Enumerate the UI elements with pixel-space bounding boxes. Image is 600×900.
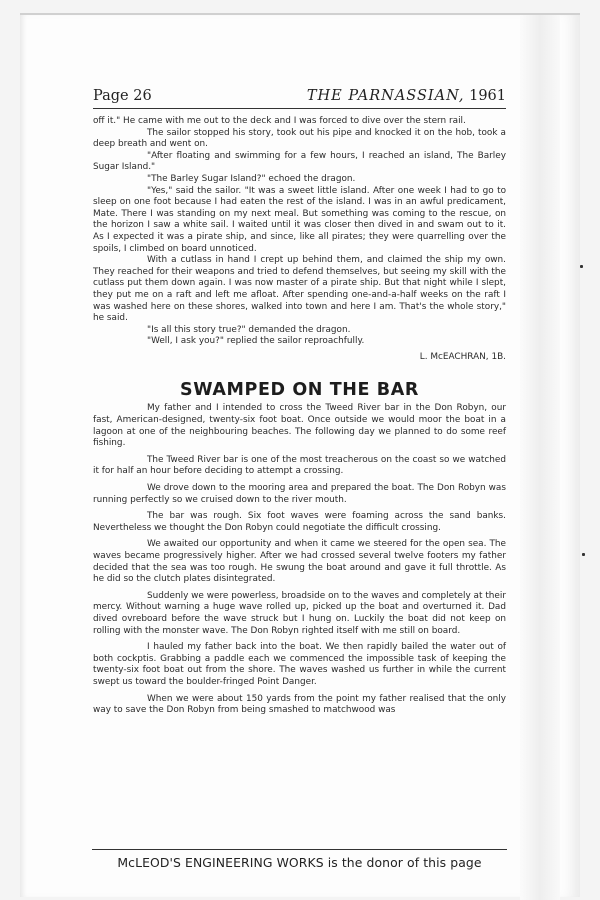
author-signature: L. McEACHRAN, 1B. [419, 351, 506, 362]
paragraph: My father and I intended to cross the Tweed River bar in the Don Robyn, our fast, American-designed, twenty-six foot boat. Once outside we would moor the boat in a lagoon at one of the neighbouring beaches. The following day we planned to do some reef fishing. [93, 403, 506, 449]
footer-divider [92, 849, 507, 850]
paragraph: We drove down to the mooring area and prepared the boat. The Don Robyn was running perfectly so we cruised down to the river mouth. [93, 483, 506, 505]
paragraph: With a cutlass in hand I crept up behind them, and claimed the ship my own. They reached for their weapons and tried to defend themselves, but seeing my skill with the cutlass put them down again. I was now master of a pirate ship. But that night while I slept, they put me on a raft and left me afloat. After spending one-and-a-half weeks on the raft I was washed here on these shores, walked into town and here I am. That's the whole story," he said. [93, 255, 506, 324]
scan-speck [580, 265, 583, 268]
paragraph: off it." He came with me out to the deck and I was forced to dive over the stern rail. [93, 116, 466, 126]
paragraph: When we were about 150 yards from the point my father realised that the only way to save the Don Robyn from being smashed to matchwood was [93, 693, 506, 716]
page-number: Page 26 [93, 88, 152, 104]
paragraph: Suddenly we were powerless, broadside on to the waves and completely at their mercy. Without warning a huge wave rolled up, picked up the boat and overturned it. Dad dived ovreboard before the wave struck but I hung on. Luckily the boat did not keep on rolling with the monster wave. The Don Robyn righted itself with me still on board. [93, 590, 506, 636]
paragraph: "Yes," said the sailor. "It was a sweet little island. After one week I had to go to sleep on one foot because I had eaten the rest of the island. I was in an awful predicament, Mate. There I was standing on my next meal. But something was coming to the rescue, on the horizon I saw a white sail. I waited until it was closer then dived in and swam out to it. As I expected it was a pirate ship, and since, like all pirates; they were quarrelling over the spoils, I climbed on board unnoticed. [93, 185, 506, 254]
paragraph: "After floating and swimming for a few hours, I reached an island, The Barley Sugar Island." [93, 150, 506, 173]
page-body [93, 116, 506, 717]
paragraph: The sailor stopped his story, took out his pipe and knocked it on the hob, took a deep breath and went on. [93, 127, 506, 150]
publication-title [307, 88, 506, 104]
scan-speck [582, 553, 585, 556]
donor-footer: McLEOD'S ENGINEERING WORKS is the donor of this page [117, 855, 482, 870]
paragraph: We awaited our opportunity and when it came we steered for the open sea. The waves became progressively higher. After we had crossed several twelve footers my father decided that the sea was too rough. He swung the boat around and gave it full throttle. As he did so the clutch plates disintegrated. [93, 539, 506, 585]
paragraph: I hauled my father back into the boat. We then rapidly bailed the water out of both cockptis. Grabbing a paddle each we commenced the impossible task of keeping the twenty-six foot boat out from the shore. The waves washed us further in while the current swept us toward the boulder-fringed Point Danger. [93, 642, 506, 687]
page-header [93, 86, 506, 109]
paragraph: "Well, I ask you?" replied the sailor reproachfully. [147, 336, 365, 347]
article-title: SWAMPED ON THE BAR [180, 380, 419, 401]
paragraph: "The Barley Sugar Island?" echoed the dragon. [147, 173, 356, 184]
paragraph: The bar was rough. Six foot waves were foaming across the sand banks. Nevertheless we thought the Don Robyn could negotiate the difficult crossing. [93, 511, 506, 533]
publication-year: 1961 [469, 88, 506, 104]
paragraph: The Tweed River bar is one of the most treacherous on the coast so we watched it for half an hour before deciding to attempt a crossing. [93, 454, 506, 477]
paragraph: "Is all this story true?" demanded the dragon. [147, 324, 351, 335]
publication-name: THE PARNASSIAN, [306, 88, 465, 104]
page-fold-shadow [520, 15, 560, 900]
